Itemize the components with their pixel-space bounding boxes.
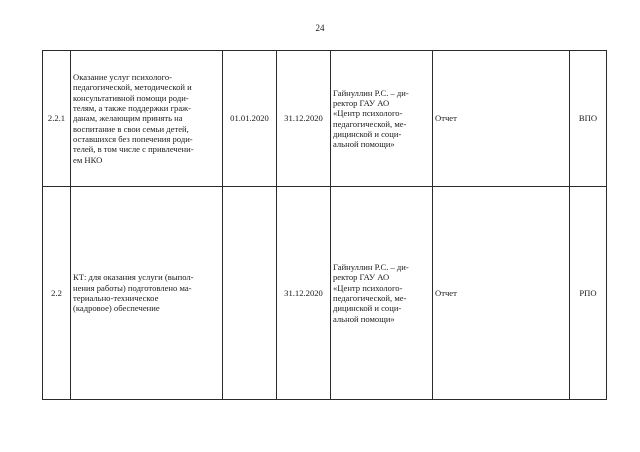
end-date-cell: 31.12.2020 (277, 51, 331, 187)
responsible-line: Гайнуллин Р.С. – ди- (333, 262, 409, 273)
item-description-cell (71, 187, 223, 400)
description-line: оставшихся без попечения роди- (73, 133, 193, 144)
responsible-line: педагогической, ме- (333, 118, 407, 129)
item-number-cell: 2.2 (43, 187, 71, 400)
responsible-line: Гайнуллин Р.С. – ди- (333, 87, 409, 98)
report-form-cell: Отчет (433, 51, 570, 187)
description-line: териально-техническое (73, 293, 159, 303)
responsible-line: альной помощи» (333, 313, 395, 324)
responsible-line: дицинской и соци- (333, 128, 402, 139)
start-date-cell: 01.01.2020 (223, 51, 277, 187)
table-row (43, 187, 607, 400)
description-line: (кадровое) обеспечение (73, 303, 160, 314)
start-date-cell (223, 187, 277, 400)
report-form-cell: Отчет (433, 187, 570, 400)
responsible-line: педагогической, ме- (333, 293, 407, 303)
description-line: телям, а также поддержки граж- (73, 103, 191, 114)
plan-table (42, 50, 607, 400)
description-line: нения работы) подготовлено ма- (73, 282, 192, 293)
description-line: педагогической, методической и (73, 82, 192, 93)
description-line: данам, желающим принять на (73, 113, 183, 124)
end-date-cell: 31.12.2020 (277, 187, 331, 400)
level-cell: РПО (570, 187, 607, 400)
description-line: воспитание в свои семьи детей, (73, 123, 189, 134)
level-cell: ВПО (570, 51, 607, 187)
responsible-line: «Центр психолого- (333, 108, 403, 119)
responsible-cell (331, 51, 433, 187)
responsible-line: дицинской и соци- (333, 303, 402, 314)
responsible-line: ректор ГАУ АО (333, 272, 390, 283)
responsible-line: альной помощи» (333, 139, 395, 150)
responsible-line: ректор ГАУ АО (333, 97, 390, 108)
item-number-cell: 2.2.1 (43, 51, 71, 187)
description-line: ем НКО (73, 154, 103, 165)
responsible-cell (331, 187, 433, 400)
table-row (43, 51, 607, 187)
item-description-cell (71, 51, 223, 187)
description-line: консультативной помощи роди- (73, 92, 189, 103)
description-line: КТ: для оказания услуги (выпол- (73, 272, 194, 283)
description-line: телей, в том числе с привлечени- (73, 144, 194, 155)
description-line: Оказание услуг психолого- (73, 72, 173, 83)
page-number: 24 (315, 23, 325, 33)
responsible-line: «Центр психолого- (333, 282, 403, 293)
